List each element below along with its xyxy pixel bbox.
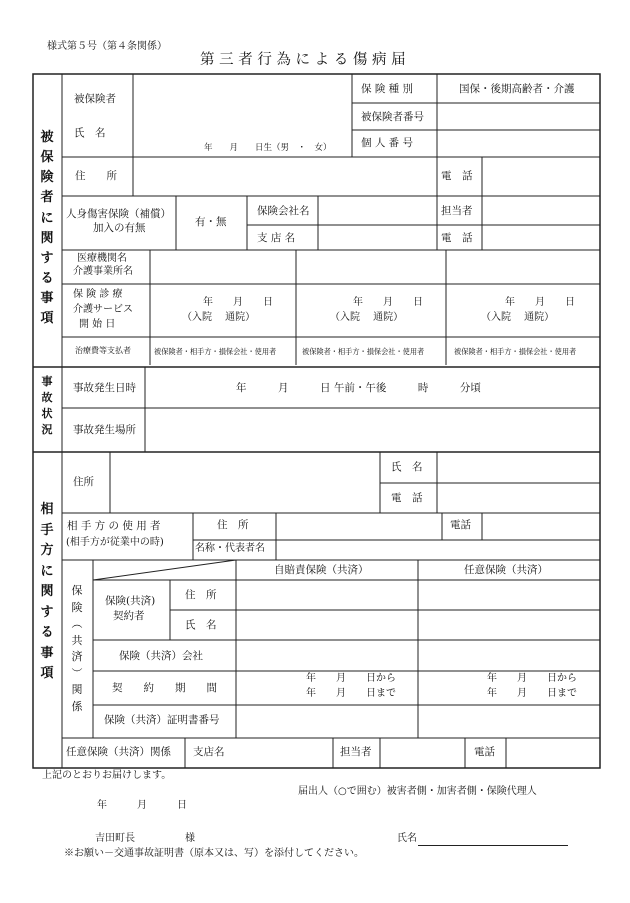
optional-period-to: 年 月 日まで [487,688,577,699]
signature-label: 氏名 [397,833,417,844]
medical-institution-label: 医療機関名 [77,253,127,264]
start-date-label-1: 保 険 診 療 [73,289,123,300]
start-date-2: 年 月 日 [353,297,423,308]
applicant-line: 届出人（○で囲む）被害者側・加害者側・保険代理人 [298,786,537,797]
compulsory-period-to: 年 月 日まで [306,688,396,699]
payer-options-2: 被保険者・相手方・損保会社・使用者 [302,347,425,356]
address-label: 住 所 [75,170,117,182]
other-party-phone-label: 電 話 [391,492,423,504]
phone-label-2: 電 話 [441,232,473,244]
insurance-company-label: 保険会社名 [257,205,310,217]
insured-number-label: 被保険者番号 [361,111,424,123]
injury-insurance-label: 人身傷害保険（補償） [66,208,171,220]
contractor-address-label: 住 所 [185,589,217,601]
person-in-charge-label: 担当者 [441,205,473,217]
certificate-number-label: 保険（共済）証明書番号 [104,714,220,726]
optional-insurance-header: 任意保険（共済） [464,564,548,576]
employer-phone-label: 電話 [450,519,471,531]
insured-section-heading: 被 保 険 者 に 関 す る 事 項 [40,130,54,327]
optional-insurance-relation-label: 任意保険（共済）関係 [66,746,171,758]
inout-1: （入院 通院） [182,312,256,323]
inout-3: （入院 通院） [481,312,555,323]
compulsory-period-from: 年 月 日から [306,673,396,684]
phone-label: 電 話 [441,170,473,182]
employer-name-label: 名称・代表者名 [195,543,265,554]
contractor-label: 保険(共済) [105,595,156,607]
accident-section-heading: 事 故 状 況 [41,375,53,436]
submission-date-line: 年 月 日 [97,800,187,811]
start-date-label-2: 介護サービス [73,304,133,315]
birth-date-line: 年 月 日生（男 ・ 女） [204,143,332,153]
contract-period-label: 契 約 期 間 [112,682,217,694]
other-party-name-label: 氏 名 [391,461,423,473]
person-in-charge-label-3: 担当者 [340,746,372,758]
insurance-company-label-3: 保険（共済）会社 [119,650,203,662]
start-date-label-3: 開 始 日 [79,319,116,330]
other-party-section-heading: 相 手 方 に 関 す る 事 項 [40,502,54,682]
start-date-3: 年 月 日 [505,297,575,308]
insured-label: 被保険者 [74,93,116,105]
start-date-1: 年 月 日 [203,297,273,308]
compulsory-insurance-header: 自賠責保険（共済） [274,564,369,576]
addressee: 吉田町長 様 [95,833,195,844]
accident-place-label: 事故発生場所 [73,424,136,436]
employer-address-label: 住 所 [217,519,249,531]
accident-datetime-label: 事故発生日時 [73,382,136,394]
other-party-address-label: 住所 [73,476,94,488]
optional-period-from: 年 月 日から [487,673,577,684]
insurance-type-label: 保 険 種 別 [361,83,414,95]
phone-label-3: 電話 [474,746,495,758]
branch-name-label: 支店名 [193,746,225,758]
attachment-note: ※お願い－交通事故証明書（原本又は、写）を添付してください。 [64,848,364,859]
contractor-name-label: 氏 名 [185,619,217,631]
inout-2: （入院 通院） [330,312,404,323]
yes-no-option: 有・無 [195,216,227,228]
name-label: 氏 名 [74,127,106,139]
payer-options-1: 被保険者・相手方・損保会社・使用者 [154,347,277,356]
submission-notice: 上記のとおりお届けします。 [42,770,172,781]
accident-datetime-line: 年 月 日 午前・午後 時 分頃 [236,382,481,394]
payer-label: 治療費等支払者 [75,346,131,355]
contractor-sublabel: 契約者 [113,610,145,622]
care-facility-label: 介護事業所名 [73,266,133,277]
injury-insurance-sublabel: 加入の有無 [93,222,146,234]
employer-label: 相 手 方 の 使 用 者 [67,520,161,532]
insurance-type-value: 国保・後期高齢者・介護 [459,83,575,95]
branch-label: 支 店 名 [257,232,296,244]
employer-sublabel: (相手方が従業中の時) [66,537,164,548]
signature-line [418,845,568,846]
insurance-relation-vertical: 保 険 ︵ 共 済 ︶ 関 係 [71,584,83,713]
payer-options-3: 被保険者・相手方・損保会社・使用者 [454,347,577,356]
personal-number-label: 個 人 番 号 [361,137,414,149]
form-number: 様式第５号（第４条関係） [47,41,167,52]
page-title: 第 三 者 行 為 に よ る 傷 病 届 [200,52,406,68]
